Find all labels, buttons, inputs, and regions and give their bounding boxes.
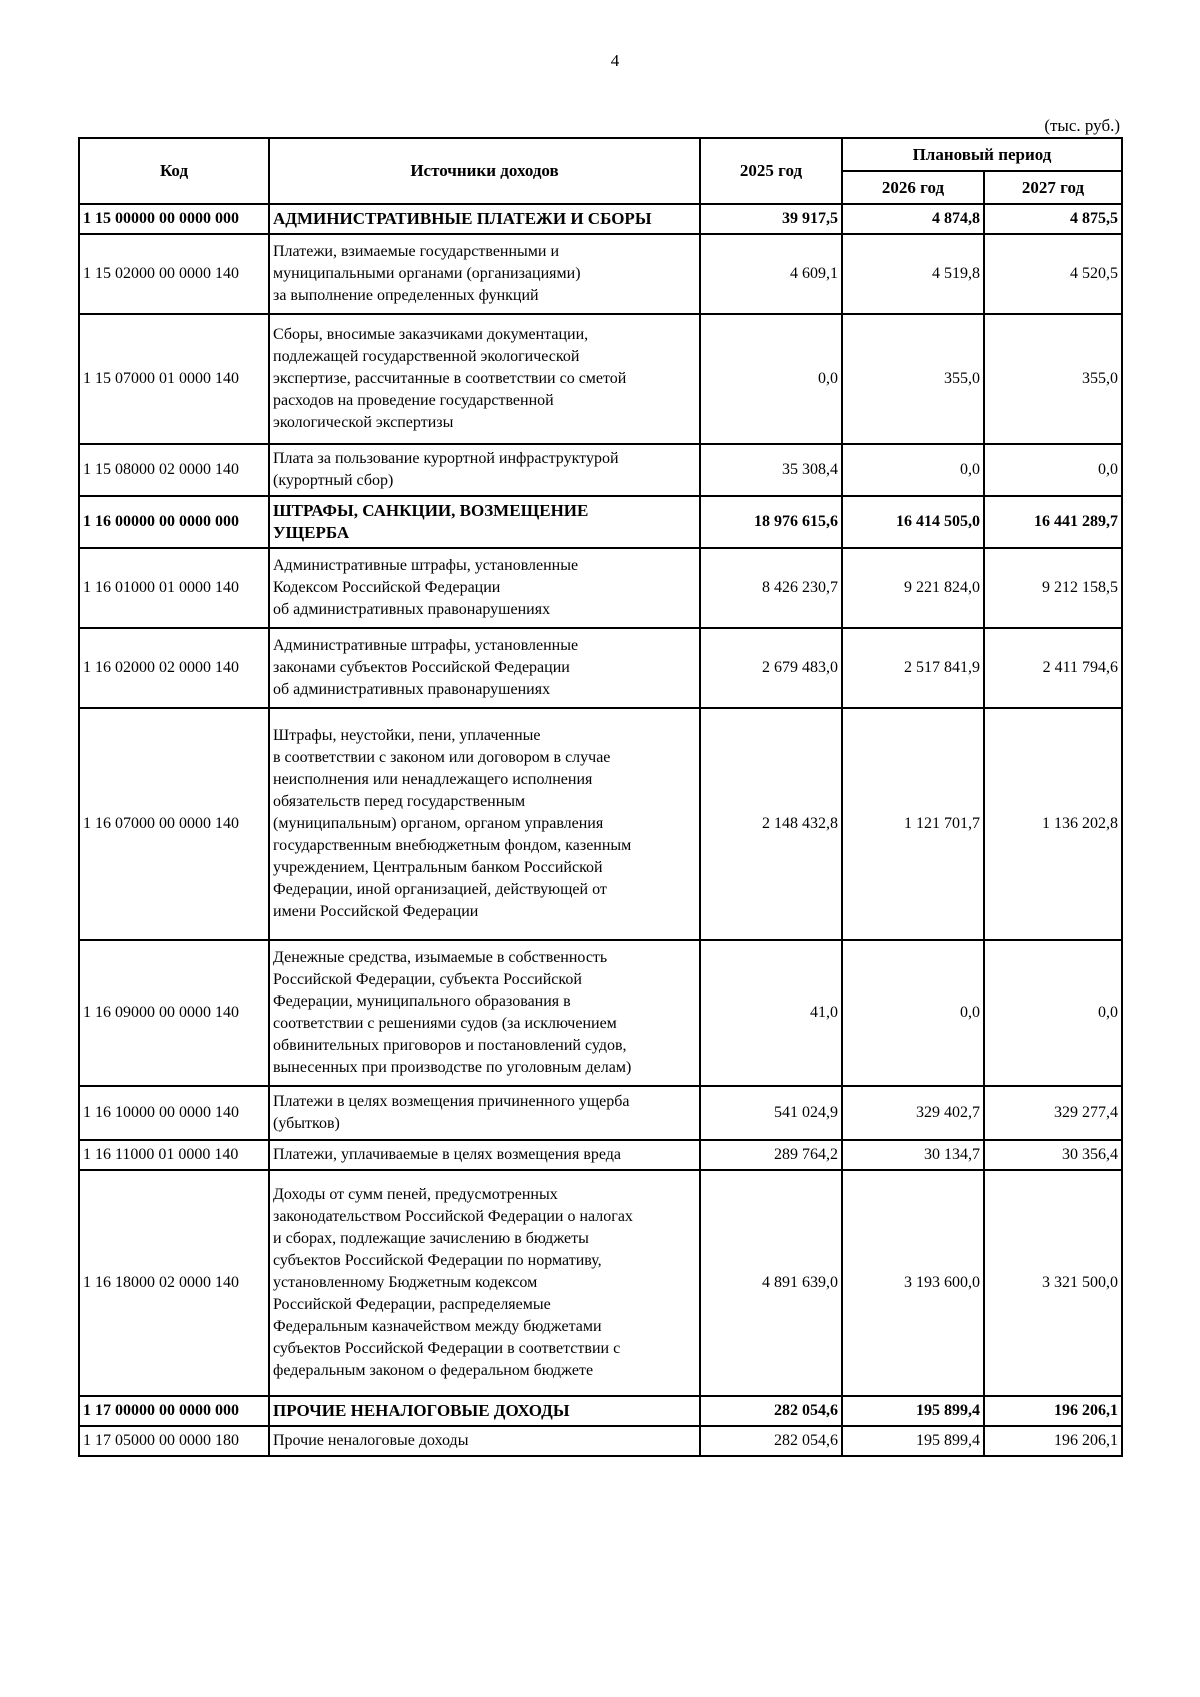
table-row [79,708,1122,940]
row-value-2025: 18 976 615,6 [700,496,842,548]
row-value-2027: 329 277,4 [984,1086,1122,1140]
table-row [79,1396,1122,1426]
row-code: 1 16 00000 00 0000 000 [79,496,269,548]
row-value-2027: 196 206,1 [984,1426,1122,1456]
row-value-2027: 16 441 289,7 [984,496,1122,548]
row-value-2026: 16 414 505,0 [842,496,984,548]
row-value-2026: 9 221 824,0 [842,548,984,628]
row-value-2025: 2 679 483,0 [700,628,842,708]
table-row [79,444,1122,496]
row-value-2026: 4 874,8 [842,204,984,234]
row-value-2026: 0,0 [842,940,984,1086]
row-code: 1 16 10000 00 0000 140 [79,1086,269,1140]
row-source-name: Административные штрафы, установленные Кодексом Российской Федерации об административных правонарушениях [269,548,700,628]
row-value-2026: 355,0 [842,314,984,444]
row-value-2027: 196 206,1 [984,1396,1122,1426]
row-value-2025: 8 426 230,7 [700,548,842,628]
row-value-2026: 195 899,4 [842,1396,984,1426]
row-source-name: АДМИНИСТРАТИВНЫЕ ПЛАТЕЖИ И СБОРЫ [269,204,700,234]
row-code: 1 15 07000 01 0000 140 [79,314,269,444]
row-code: 1 16 11000 01 0000 140 [79,1140,269,1170]
row-source-name: Плата за пользование курортной инфраструктурой (курортный сбор) [269,444,700,496]
header-2026: 2026 год [842,171,984,204]
row-value-2027: 30 356,4 [984,1140,1122,1170]
row-value-2025: 282 054,6 [700,1426,842,1456]
revenue-table [78,137,1123,1457]
row-source-name: Административные штрафы, установленные законами субъектов Российской Федерации об административных правонарушениях [269,628,700,708]
row-value-2025: 41,0 [700,940,842,1086]
row-code: 1 16 01000 01 0000 140 [79,548,269,628]
row-code: 1 16 18000 02 0000 140 [79,1170,269,1396]
row-value-2026: 3 193 600,0 [842,1170,984,1396]
row-value-2026: 1 121 701,7 [842,708,984,940]
row-value-2027: 0,0 [984,940,1122,1086]
row-code: 1 15 08000 02 0000 140 [79,444,269,496]
row-value-2025: 4 891 639,0 [700,1170,842,1396]
row-value-2027: 0,0 [984,444,1122,496]
row-source-name: Платежи, уплачиваемые в целях возмещения вреда [269,1140,700,1170]
row-value-2026: 2 517 841,9 [842,628,984,708]
table-row [79,1170,1122,1396]
table-row [79,1140,1122,1170]
table-row [79,548,1122,628]
row-value-2027: 9 212 158,5 [984,548,1122,628]
row-value-2027: 2 411 794,6 [984,628,1122,708]
page-number: 4 [610,51,620,70]
row-value-2025: 289 764,2 [700,1140,842,1170]
table-body [79,204,1122,1456]
row-source-name: Денежные средства, изымаемые в собственность Российской Федерации, субъекта Российской Федерации, муниципального образования в соответствии с решениями судов (за исключением обвинительных приговоров и постановлений судов, вынесенных при производстве по уголовным делам) [269,940,700,1086]
table-header [79,138,1122,204]
row-value-2026: 4 519,8 [842,234,984,314]
row-value-2025: 39 917,5 [700,204,842,234]
row-source-name: Доходы от сумм пеней, предусмотренных законодательством Российской Федерации о налогах и сборах, подлежащие зачислению в бюджеты субъектов Российской Федерации по нормативу, установленному Бюджетным кодексом Российской Федерации, распределяемые Федеральным казначейством между бюджетами субъектов Российской Федерации в соответствии с федеральным законом о федеральном бюджете [269,1170,700,1396]
row-value-2025: 541 024,9 [700,1086,842,1140]
unit-note: (тыс. руб.) [1044,116,1120,135]
row-value-2027: 355,0 [984,314,1122,444]
table-row [79,496,1122,548]
row-source-name: Прочие неналоговые доходы [269,1426,700,1456]
row-source-name: ШТРАФЫ, САНКЦИИ, ВОЗМЕЩЕНИЕ УЩЕРБА [269,496,700,548]
row-code: 1 15 02000 00 0000 140 [79,234,269,314]
table-row [79,1086,1122,1140]
row-value-2026: 195 899,4 [842,1426,984,1456]
header-code: Код [79,138,269,204]
header-source: Источники доходов [269,138,700,204]
row-value-2025: 282 054,6 [700,1396,842,1426]
table-row [79,234,1122,314]
row-value-2025: 4 609,1 [700,234,842,314]
row-code: 1 16 09000 00 0000 140 [79,940,269,1086]
row-source-name: Платежи, взимаемые государственными и муниципальными органами (организациями) за выполнение определенных функций [269,234,700,314]
header-planning-period: Плановый период [842,138,1122,171]
row-value-2027: 4 875,5 [984,204,1122,234]
row-code: 1 16 02000 02 0000 140 [79,628,269,708]
table-row [79,1426,1122,1456]
row-value-2025: 35 308,4 [700,444,842,496]
row-source-name: Штрафы, неустойки, пени, уплаченные в соответствии с законом или договором в случае неисполнения или ненадлежащего исполнения обязательств перед государственным (муниципальным) органом, органом управления государственным внебюджетным фондом, казенным учреждением, Центральным банком Российской Федерации, иной организацией, действующей от имени Российской Федерации [269,708,700,940]
row-value-2026: 0,0 [842,444,984,496]
table-row [79,204,1122,234]
row-value-2027: 1 136 202,8 [984,708,1122,940]
header-2027: 2027 год [984,171,1122,204]
row-value-2027: 3 321 500,0 [984,1170,1122,1396]
row-code: 1 17 05000 00 0000 180 [79,1426,269,1456]
table-row [79,314,1122,444]
row-value-2025: 2 148 432,8 [700,708,842,940]
table-row [79,940,1122,1086]
header-2025: 2025 год [700,138,842,204]
row-source-name: ПРОЧИЕ НЕНАЛОГОВЫЕ ДОХОДЫ [269,1396,700,1426]
row-value-2026: 30 134,7 [842,1140,984,1170]
row-value-2026: 329 402,7 [842,1086,984,1140]
row-value-2025: 0,0 [700,314,842,444]
row-code: 1 16 07000 00 0000 140 [79,708,269,940]
table-row [79,628,1122,708]
row-source-name: Платежи в целях возмещения причиненного ущерба (убытков) [269,1086,700,1140]
row-value-2027: 4 520,5 [984,234,1122,314]
row-code: 1 17 00000 00 0000 000 [79,1396,269,1426]
row-source-name: Сборы, вносимые заказчиками документации, подлежащей государственной экологической экспертизе, рассчитанные в соответствии со сметой расходов на проведение государственной экологической экспертизы [269,314,700,444]
row-code: 1 15 00000 00 0000 000 [79,204,269,234]
